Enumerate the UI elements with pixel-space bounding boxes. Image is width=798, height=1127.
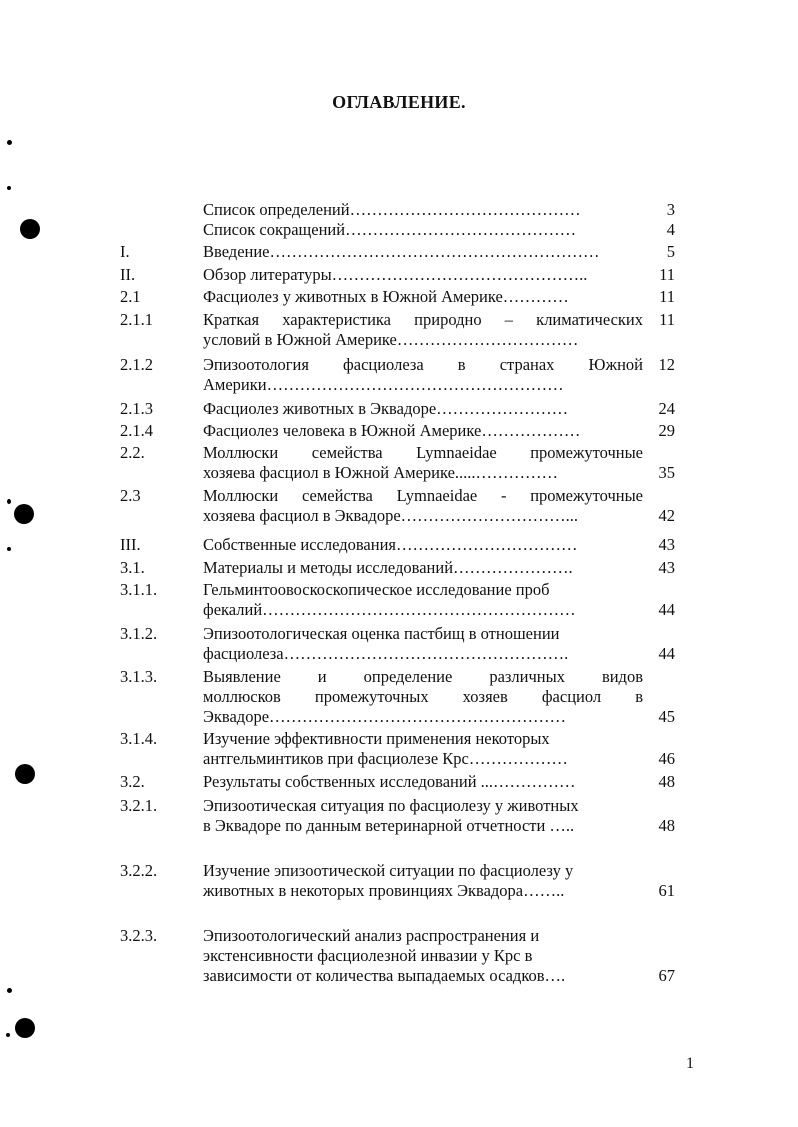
toc-entry-title-line: Собственные исследования…………………………… [203, 535, 578, 554]
toc-entry [0, 861, 798, 903]
binder-hole-mark [20, 219, 40, 239]
toc-entry-number: 3.2.2. [120, 861, 158, 880]
toc-entry [0, 624, 798, 666]
toc-entry-title-line: Изучение эпизоотической ситуации по фасциолезу у [203, 861, 574, 880]
toc-entry-title [203, 200, 643, 220]
toc-entry-page: 46 [658, 749, 675, 768]
toc-entry-page: 48 [658, 772, 675, 791]
toc-entry-page: 12 [658, 355, 675, 374]
scan-dot-mark [7, 547, 11, 551]
toc-entry-title [203, 287, 643, 307]
page-number: 1 [686, 1055, 694, 1072]
toc-entry-title-line: Эпизоотологическая оценка пастбищ в отношении [203, 624, 560, 643]
toc-entry-number: 3.2. [120, 772, 145, 791]
toc-entry-title-line: Фасциолез животных в Эквадоре…………………… [203, 399, 569, 418]
toc-entry-title-line: фасциолеза……………………………………………. [203, 644, 569, 663]
toc-entry-number: 2.3 [120, 486, 141, 505]
toc-entry-title [203, 310, 643, 350]
toc-entry-title-line: экстенсивности фасциолезной инвазии у Крс в [203, 946, 533, 965]
scan-dot-mark [6, 1033, 10, 1037]
toc-entry [0, 220, 798, 242]
toc-entry-number: 2.2. [120, 443, 145, 462]
toc-entry-title-line: Список сокращений…………………………………… [203, 220, 577, 239]
toc-entry-number: 2.1.2 [120, 355, 153, 374]
toc-entry-page: 3 [666, 200, 675, 219]
toc-entry [0, 926, 798, 988]
toc-entry-title-line: Введение…………………………………………………… [203, 242, 600, 261]
toc-entry [0, 200, 798, 222]
toc-entry-title-line: Фасциолез у животных в Южной Америке………… [203, 287, 569, 306]
toc-entry-title [203, 926, 643, 986]
toc-entry-title-line: Результаты собственных исследований ...…………… [203, 772, 576, 791]
toc-entry-title-line: Америки……………………………………………… [203, 375, 564, 394]
toc-entry-title [203, 861, 643, 901]
toc-entry-title [203, 242, 643, 262]
toc-entry-title-line: животных в некоторых провинциях Эквадора…….. [203, 881, 565, 900]
toc-entry [0, 580, 798, 622]
toc-entry-title-line: Изучение эффективности применения некоторых [203, 729, 550, 748]
toc-entry-page: 61 [658, 881, 675, 900]
toc-entry-page: 11 [659, 310, 675, 329]
toc-entry-page: 43 [658, 558, 675, 577]
toc-entry-title [203, 220, 643, 240]
toc-entry-title-line: антгельминтиков при фасциолезе Крс……………… [203, 749, 568, 768]
scan-dot-mark [7, 988, 12, 993]
toc-entry-title-line: хозяева фасциол в Эквадоре…………………………... [203, 506, 579, 525]
toc-entry-title [203, 535, 643, 555]
toc-entry [0, 265, 798, 287]
toc-entry-title-line: Краткая характеристика природно – климатических [203, 310, 643, 329]
toc-entry [0, 421, 798, 443]
toc-entry-title-line: Гельминтоовоскоскопическое исследование проб [203, 580, 550, 599]
toc-entry-title-line: моллюсков промежуточных хозяев фасциол в [203, 687, 643, 706]
toc-entry-number: 2.1.4 [120, 421, 153, 440]
toc-entry [0, 310, 798, 352]
toc-entry-title-line: фекалий………………………………………………… [203, 600, 576, 619]
toc-entry-title [203, 558, 643, 578]
toc-entry-title [203, 355, 643, 395]
toc-entry-title-line: условий в Южной Америке…………………………… [203, 330, 579, 349]
toc-entry-title [203, 624, 643, 664]
toc-entry-title-line: Выявление и определение различных видов [203, 667, 643, 686]
scan-dot-mark [7, 186, 11, 190]
toc-entry-page: 43 [658, 535, 675, 554]
toc-entry-title-line: Моллюски семейства Lymnaeidae промежуточные [203, 443, 643, 462]
page-title: ОГЛАВЛЕНИЕ. [332, 92, 466, 112]
toc-entry-title-line: Обзор литературы……………………………………….. [203, 265, 588, 284]
toc-entry-title-line: Эквадоре……………………………………………… [203, 707, 567, 726]
toc-entry-page: 44 [658, 644, 675, 663]
toc-entry-page: 48 [658, 816, 675, 835]
toc-entry-number: 3.2.1. [120, 796, 158, 815]
toc-entry-title [203, 667, 643, 727]
binder-hole-mark [14, 504, 34, 524]
scan-dot-mark [7, 140, 12, 145]
toc-entry-title-line: зависимости от количества выпадаемых осадков…. [203, 966, 566, 985]
toc-entry-title-line: Эпизоотология фасциолеза в странах Южной [203, 355, 643, 374]
scan-dot-mark [7, 499, 11, 504]
toc-entry-title [203, 580, 643, 620]
toc-entry-number: 2.1 [120, 287, 141, 306]
toc-entry [0, 772, 798, 794]
toc-entry [0, 796, 798, 838]
toc-entry-page: 11 [659, 287, 675, 306]
toc-entry [0, 355, 798, 397]
toc-entry-number: 3.1.2. [120, 624, 158, 643]
toc-entry-title [203, 443, 643, 483]
toc-entry-page: 35 [658, 463, 675, 482]
toc-entry-title-line: в Эквадоре по данным ветеринарной отчетности ….. [203, 816, 575, 835]
toc-entry-title-line: Эпизоотическая ситуация по фасциолезу у животных [203, 796, 579, 815]
toc-entry-page: 42 [658, 506, 675, 525]
toc-entry-title-line: хозяева фасциол в Южной Америке.....…………… [203, 463, 559, 482]
toc-entry-page: 5 [666, 242, 675, 261]
binder-hole-mark [15, 764, 35, 784]
toc-entry-title [203, 796, 643, 836]
toc-entry-page: 29 [658, 421, 675, 440]
toc-entry-title [203, 486, 643, 526]
toc-entry-number: 3.1.4. [120, 729, 158, 748]
toc-entry [0, 399, 798, 421]
binder-hole-mark [15, 1018, 35, 1038]
toc-entry-number: I. [120, 242, 130, 261]
toc-entry [0, 443, 798, 485]
toc-entry-page: 45 [658, 707, 675, 726]
toc-entry [0, 729, 798, 771]
toc-entry-title-line: Эпизоотологический анализ распространения и [203, 926, 540, 945]
toc-entry-title-line: Фасциолез человека в Южной Америке……………… [203, 421, 581, 440]
toc-entry [0, 242, 798, 264]
toc-entry-number: 3.1.1. [120, 580, 158, 599]
toc-entry-title [203, 399, 643, 419]
toc-entry-page: 11 [659, 265, 675, 284]
toc-entry-page: 67 [658, 966, 675, 985]
toc-entry-title-line: Материалы и методы исследований…………………. [203, 558, 573, 577]
toc-entry-title [203, 772, 643, 792]
toc-entry-title [203, 265, 643, 285]
toc-entry [0, 486, 798, 528]
toc-entry-title [203, 729, 643, 769]
toc-entry-number: 3.2.3. [120, 926, 158, 945]
toc-entry-number: 3.1. [120, 558, 145, 577]
toc-entry-number: 2.1.3 [120, 399, 153, 418]
toc-entry [0, 667, 798, 729]
toc-entry-title-line: Список определений…………………………………… [203, 200, 581, 219]
toc-entry-number: III. [120, 535, 141, 554]
toc-entry-number: 2.1.1 [120, 310, 153, 329]
toc-entry-page: 44 [658, 600, 675, 619]
toc-entry-page: 24 [658, 399, 675, 418]
toc-entry-title [203, 421, 643, 441]
toc-entry [0, 535, 798, 557]
toc-entry-title-line: Моллюски семейства Lymnaeidae - промежуточные [203, 486, 643, 505]
toc-entry-number: II. [120, 265, 136, 284]
toc-entry [0, 287, 798, 309]
toc-entry-page: 4 [666, 220, 675, 239]
toc-entry [0, 558, 798, 580]
toc-entry-number: 3.1.3. [120, 667, 158, 686]
